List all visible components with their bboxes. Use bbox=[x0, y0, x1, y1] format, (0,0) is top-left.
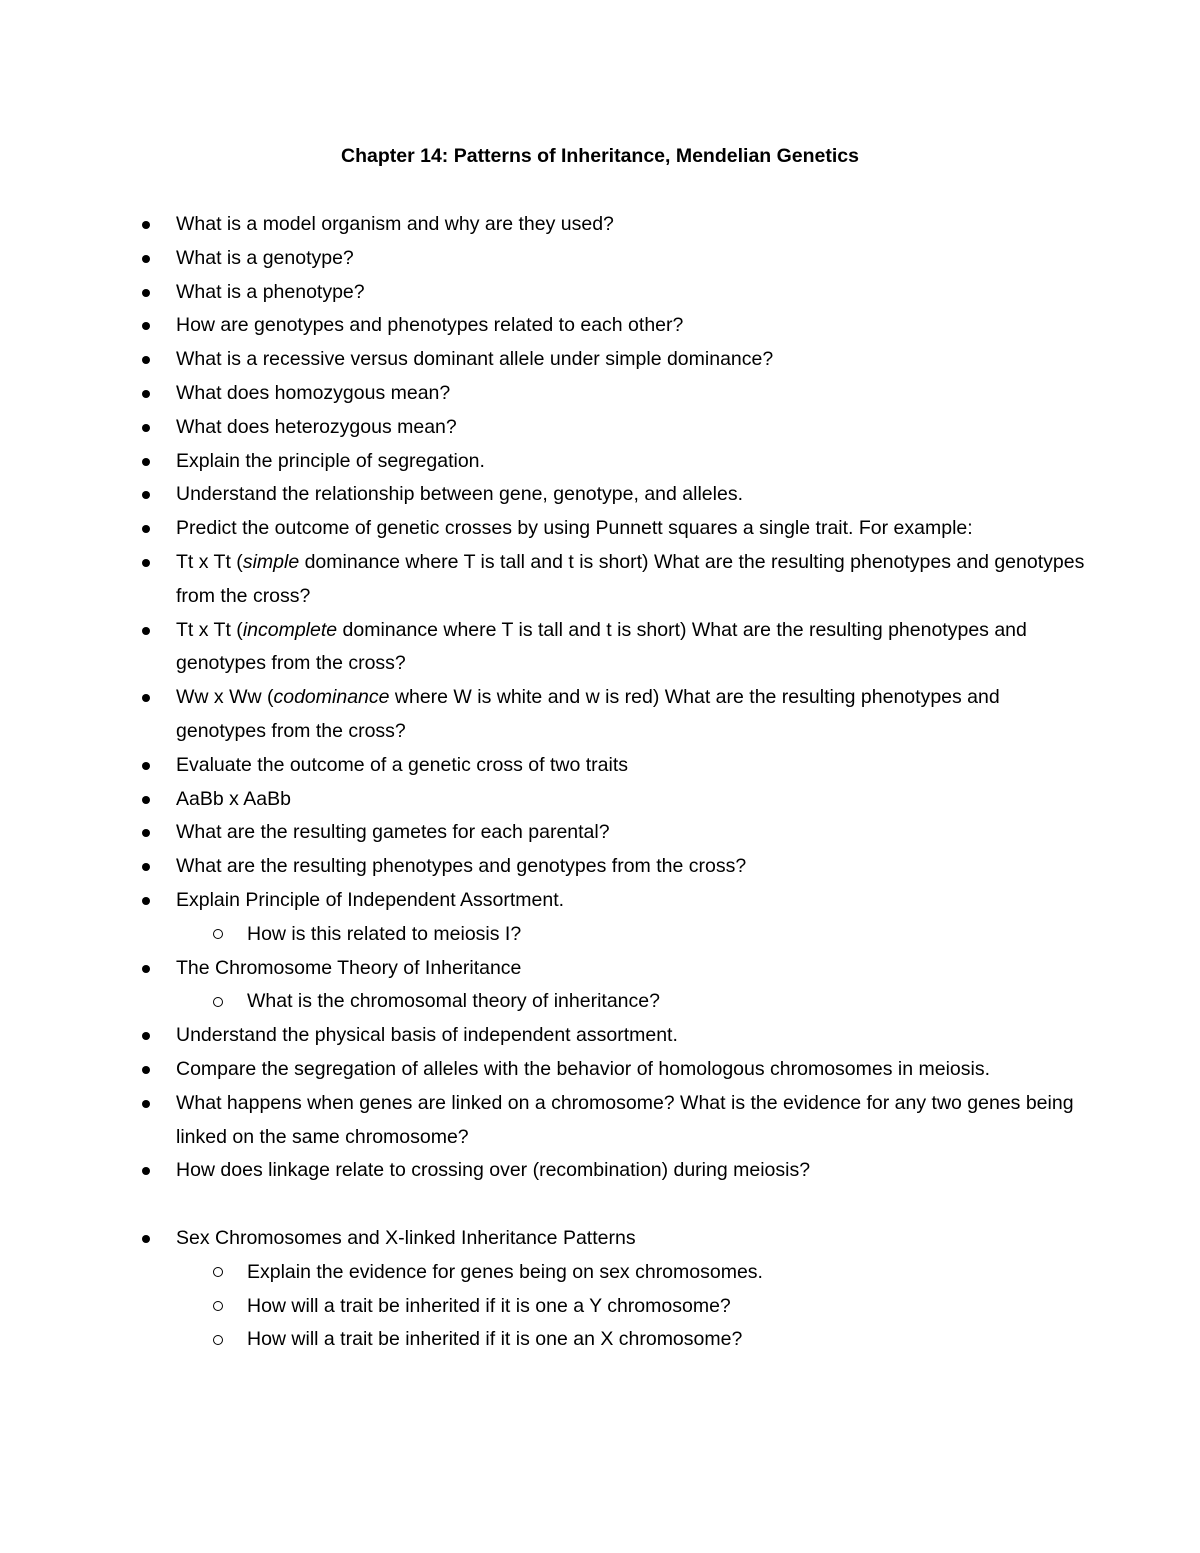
list-item-text bbox=[176, 281, 365, 303]
list-item bbox=[0, 850, 1200, 884]
filled-bullet-icon bbox=[140, 1222, 154, 1256]
text-run: How will a trait be inherited if it is one a Y chromosome? bbox=[247, 1294, 731, 1317]
text-run: What is a recessive versus dominant allele under simple dominance? bbox=[176, 348, 774, 371]
filled-bullet-icon bbox=[140, 1087, 154, 1121]
filled-bullet-icon bbox=[140, 411, 154, 445]
list-item-text bbox=[176, 686, 1000, 742]
text-run: Understand the relationship between gene, genotype, and alleles. bbox=[176, 483, 743, 506]
page-title: Chapter 14: Patterns of Inheritance, Mendelian Genetics bbox=[341, 145, 859, 167]
filled-bullet-icon bbox=[140, 208, 154, 242]
filled-bullet-icon bbox=[140, 884, 154, 918]
text-run: How is this related to meiosis I? bbox=[247, 922, 522, 945]
text-run: The Chromosome Theory of Inheritance bbox=[176, 956, 522, 979]
list-item bbox=[0, 309, 1200, 343]
text-run: Ww x Ww ( bbox=[176, 686, 274, 709]
list-item bbox=[0, 343, 1200, 377]
list-item-text bbox=[247, 1328, 742, 1350]
text-run: What is a model organism and why are they used? bbox=[176, 213, 614, 235]
text-run: What happens when genes are linked on a chromosome? What is the evidence for any two genes being linked on the same chromosome? bbox=[176, 1091, 1074, 1148]
list-item-text bbox=[176, 1159, 810, 1181]
filled-bullet-icon bbox=[140, 343, 154, 377]
italic-term: simple bbox=[242, 550, 300, 573]
text-run: What does heterozygous mean? bbox=[176, 415, 457, 438]
text-run: Explain the principle of segregation. bbox=[176, 449, 485, 472]
list-item bbox=[0, 1087, 1200, 1155]
text-run: What are the resulting gametes for each parental? bbox=[176, 821, 610, 844]
list-item-text bbox=[176, 382, 450, 404]
sub-list-item bbox=[0, 1256, 1200, 1290]
text-run: where W is white and w is red) What are the resulting phenotypes and genotypes from the cross? bbox=[176, 686, 1000, 742]
filled-bullet-icon bbox=[140, 816, 154, 850]
list-item bbox=[0, 1222, 1200, 1256]
list-item-text bbox=[176, 483, 743, 505]
filled-bullet-icon bbox=[140, 749, 154, 783]
list-item bbox=[0, 614, 1200, 682]
list-item bbox=[0, 1154, 1200, 1188]
list-item-text bbox=[176, 889, 564, 911]
question-list bbox=[0, 208, 1200, 1357]
list-item bbox=[0, 377, 1200, 411]
filled-bullet-icon bbox=[140, 850, 154, 884]
list-item-text bbox=[176, 754, 628, 776]
italic-term: incomplete bbox=[242, 618, 338, 641]
list-item bbox=[0, 208, 1200, 242]
text-run: What is a phenotype? bbox=[176, 280, 365, 303]
text-run: Tt x Tt ( bbox=[176, 550, 243, 573]
list-item bbox=[0, 242, 1200, 276]
list-item-text bbox=[176, 1024, 678, 1046]
hollow-bullet-icon bbox=[212, 1323, 226, 1357]
list-item-text bbox=[247, 990, 660, 1012]
list-item bbox=[0, 749, 1200, 783]
list-item-text bbox=[247, 1295, 731, 1317]
hollow-bullet-icon bbox=[212, 1256, 226, 1290]
text-run: Sex Chromosomes and X-linked Inheritance Patterns bbox=[176, 1226, 636, 1249]
text-run: Explain Principle of Independent Assortment. bbox=[176, 888, 565, 911]
filled-bullet-icon bbox=[140, 783, 154, 817]
list-item-text bbox=[176, 957, 521, 979]
filled-bullet-icon bbox=[140, 512, 154, 546]
filled-bullet-icon bbox=[140, 445, 154, 479]
text-run: dominance where T is tall and t is short) What are the resulting phenotypes and genotypes from the cross? bbox=[176, 550, 1085, 607]
filled-bullet-icon bbox=[140, 1019, 154, 1053]
text-run: Tt x Tt ( bbox=[176, 618, 243, 641]
filled-bullet-icon bbox=[140, 1154, 154, 1188]
filled-bullet-icon bbox=[140, 1053, 154, 1087]
filled-bullet-icon bbox=[140, 242, 154, 276]
filled-bullet-icon bbox=[140, 614, 154, 648]
filled-bullet-icon bbox=[140, 546, 154, 580]
text-run: Evaluate the outcome of a genetic cross of two traits bbox=[176, 753, 628, 776]
list-item-text bbox=[176, 1092, 1074, 1148]
text-run: How are genotypes and phenotypes related to each other? bbox=[176, 314, 684, 337]
text-run: Understand the physical basis of independent assortment. bbox=[176, 1024, 678, 1047]
list-item bbox=[0, 411, 1200, 445]
list-item bbox=[0, 1019, 1200, 1053]
text-run: Compare the segregation of alleles with the behavior of homologous chromosomes in meiosis. bbox=[176, 1057, 991, 1080]
list-item bbox=[0, 816, 1200, 850]
hollow-bullet-icon bbox=[212, 985, 226, 1019]
sub-list-item bbox=[0, 985, 1200, 1019]
list-item bbox=[0, 783, 1200, 817]
list-item bbox=[0, 681, 1200, 749]
text-run: What does homozygous mean? bbox=[176, 381, 451, 404]
list-item-text bbox=[176, 517, 973, 539]
text-run: What is a genotype? bbox=[176, 246, 354, 269]
list-item-text bbox=[176, 416, 457, 438]
sub-list-item bbox=[0, 1323, 1200, 1357]
list-item-text bbox=[176, 551, 1084, 607]
list-item bbox=[0, 546, 1200, 614]
filled-bullet-icon bbox=[140, 309, 154, 343]
hollow-bullet-icon bbox=[212, 1290, 226, 1324]
list-item-text bbox=[176, 1227, 636, 1249]
list-item-text bbox=[176, 788, 291, 810]
list-item-text bbox=[176, 450, 485, 472]
list-item bbox=[0, 445, 1200, 479]
list-item-text bbox=[176, 348, 773, 370]
list-item bbox=[0, 1053, 1200, 1087]
filled-bullet-icon bbox=[140, 276, 154, 310]
text-run: How does linkage relate to crossing over (recombination) during meiosis? bbox=[176, 1159, 811, 1182]
text-run: How will a trait be inherited if it is one an X chromosome? bbox=[247, 1328, 743, 1351]
italic-term: codominance bbox=[273, 686, 390, 709]
text-run: Predict the outcome of genetic crosses by using Punnett squares a single trait. For example: bbox=[176, 517, 973, 540]
filled-bullet-icon bbox=[140, 952, 154, 986]
list-item-text bbox=[176, 855, 746, 877]
text-run: dominance where T is tall and t is short) What are the resulting phenotypes and genotypes from the cross? bbox=[176, 618, 1027, 675]
list-item-text bbox=[176, 247, 354, 269]
list-item-text bbox=[176, 213, 614, 235]
text-run: What are the resulting phenotypes and genotypes from the cross? bbox=[176, 855, 747, 878]
list-item-text bbox=[176, 619, 1027, 675]
list-item-text bbox=[176, 1058, 990, 1080]
list-item bbox=[0, 952, 1200, 986]
list-item bbox=[0, 512, 1200, 546]
list-item-text bbox=[176, 821, 610, 843]
text-run: What is the chromosomal theory of inheritance? bbox=[247, 990, 660, 1013]
list-item bbox=[0, 478, 1200, 512]
list-item-text bbox=[247, 923, 521, 945]
sub-list-item bbox=[0, 1290, 1200, 1324]
hollow-bullet-icon bbox=[212, 918, 226, 952]
filled-bullet-icon bbox=[140, 681, 154, 715]
filled-bullet-icon bbox=[140, 377, 154, 411]
filled-bullet-icon bbox=[140, 478, 154, 512]
list-item bbox=[0, 276, 1200, 310]
sub-list-item bbox=[0, 918, 1200, 952]
list-item bbox=[0, 884, 1200, 918]
list-item-text bbox=[247, 1261, 763, 1283]
text-run: AaBb x AaBb bbox=[176, 787, 291, 810]
list-item-text bbox=[176, 314, 683, 336]
text-run: Explain the evidence for genes being on sex chromosomes. bbox=[247, 1260, 763, 1283]
